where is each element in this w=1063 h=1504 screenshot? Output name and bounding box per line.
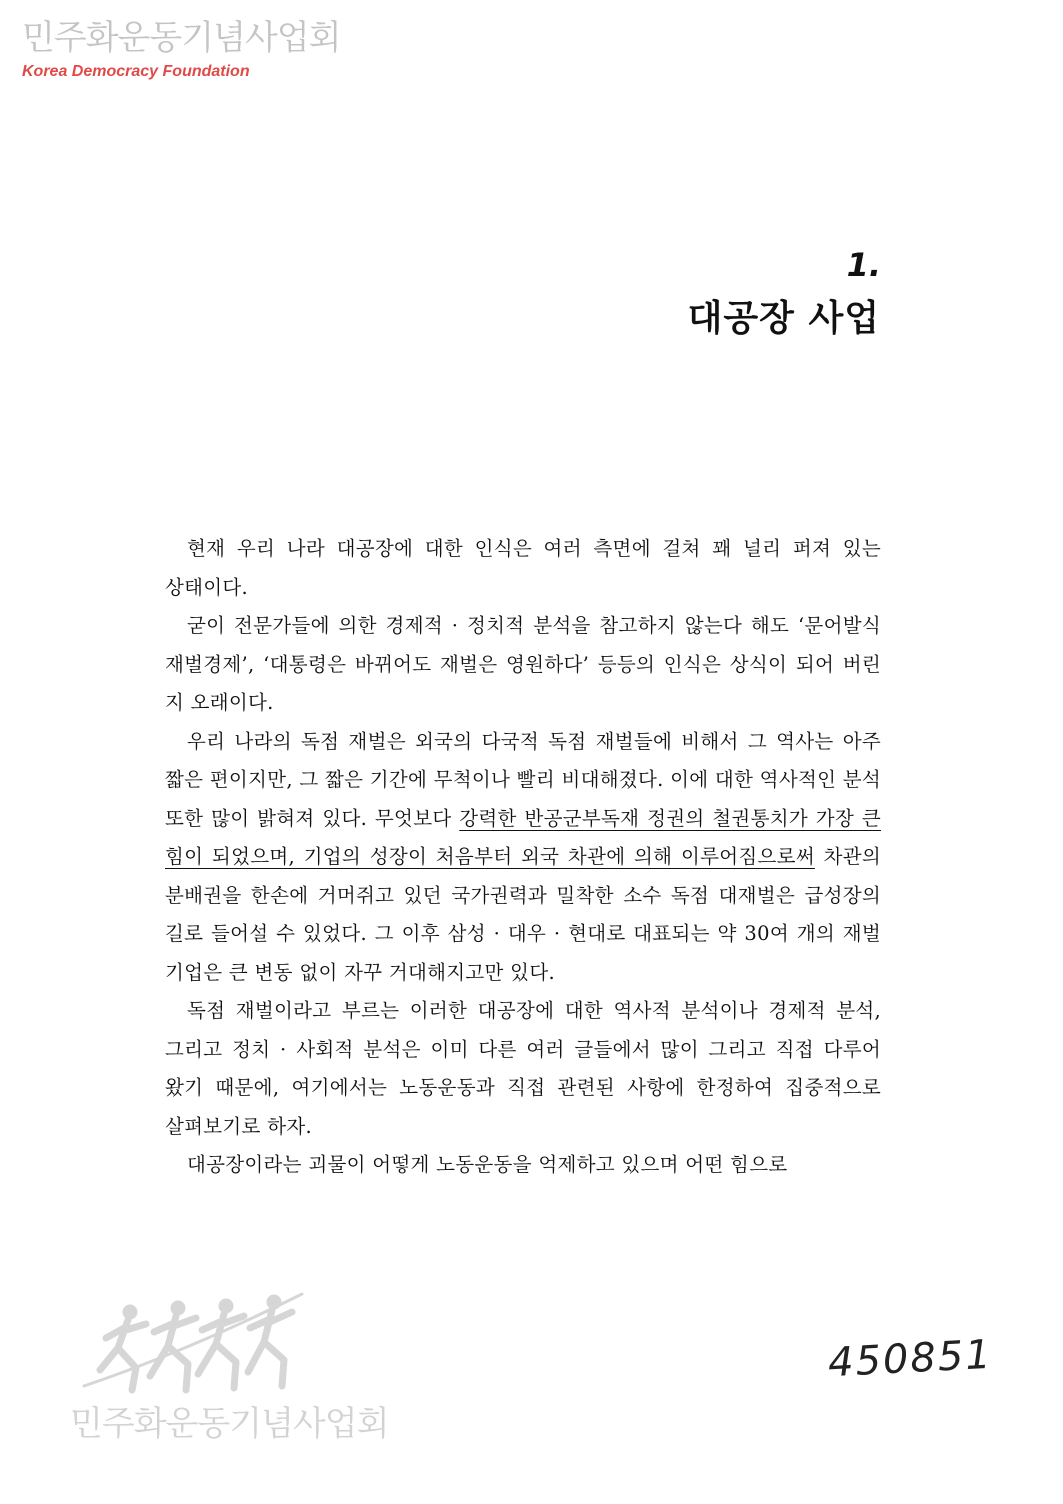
paragraph-3-after: 차관의 분배권을 한손에 거머쥐고 있던 국가권력과 밀착한 소수 독점 대재벌은 급성장의 길로 들어설 수 있었다. 그 이후 삼성 · 대우 · 현대로 대표되는 약 30여 개의 재벌 기업은 큰 변동 없이 자꾸 거대해지고만 있다. [165, 845, 881, 984]
runners-logo-icon [70, 1290, 310, 1400]
handwritten-page-number: 450851 [826, 1331, 994, 1387]
chapter-title: 대공장 사업 [687, 298, 880, 339]
chapter-number: 1. [846, 246, 881, 284]
paragraph-5: 대공장이라는 괴물이 어떻게 노동운동을 억제하고 있으며 어떤 힘으로 [187, 1153, 788, 1176]
watermark-top [22, 18, 340, 82]
paragraph-3-underlined: 강력한 반공군부독재 정권의 철권통치가 가장 큰 힘이 되었으며, 기업의 성장이 처음부터 외국 차관에 의해 이루어짐으로써 [165, 806, 881, 868]
watermark-english: Korea Democracy Foundation [22, 63, 250, 80]
paragraph-4: 독점 재벌이라고 부르는 이러한 대공장에 대한 역사적 분석이나 경제적 분석, 그리고 정치 · 사회적 분석은 이미 다른 여러 글들에서 많이 그리고 직접 다루어 왔기 때문에, 여기에서는 노동운동과 직접 관련된 사항에 한정하여 집중적으로 살펴보기로 하자. [165, 999, 881, 1138]
watermark-bottom [70, 1290, 389, 1444]
watermark-bottom-korean: 민주화운동기념사업회 [70, 1404, 389, 1444]
paragraph-1: 현재 우리 나라 대공장에 대한 인식은 여러 측면에 걸쳐 꽤 널리 퍼져 있는 상태이다. [165, 537, 881, 599]
paragraph-3-before: 우리 나라의 독점 재벌은 외국의 다국적 독점 재벌들에 비해서 그 역사는 아주 짧은 편이지만, 그 짧은 기간에 무척이나 빨리 비대해졌다. 이에 대한 역사적인 분석 또한 많이 밝혀져 있다. 무엇보다 [165, 729, 882, 830]
paragraph-3 [165, 723, 881, 993]
watermark-korean: 민주화운동기념사업회 [22, 18, 341, 58]
body-text [165, 530, 881, 1185]
paragraph-2: 굳이 전문가들에 의한 경제적 · 정치적 분석을 참고하지 않는다 해도 ‘문어발식 재벌경제’, ‘대통령은 바뀌어도 재벌은 영원하다’ 등등의 인식은 상식이 되어 버린 지 오래이다. [165, 614, 881, 714]
